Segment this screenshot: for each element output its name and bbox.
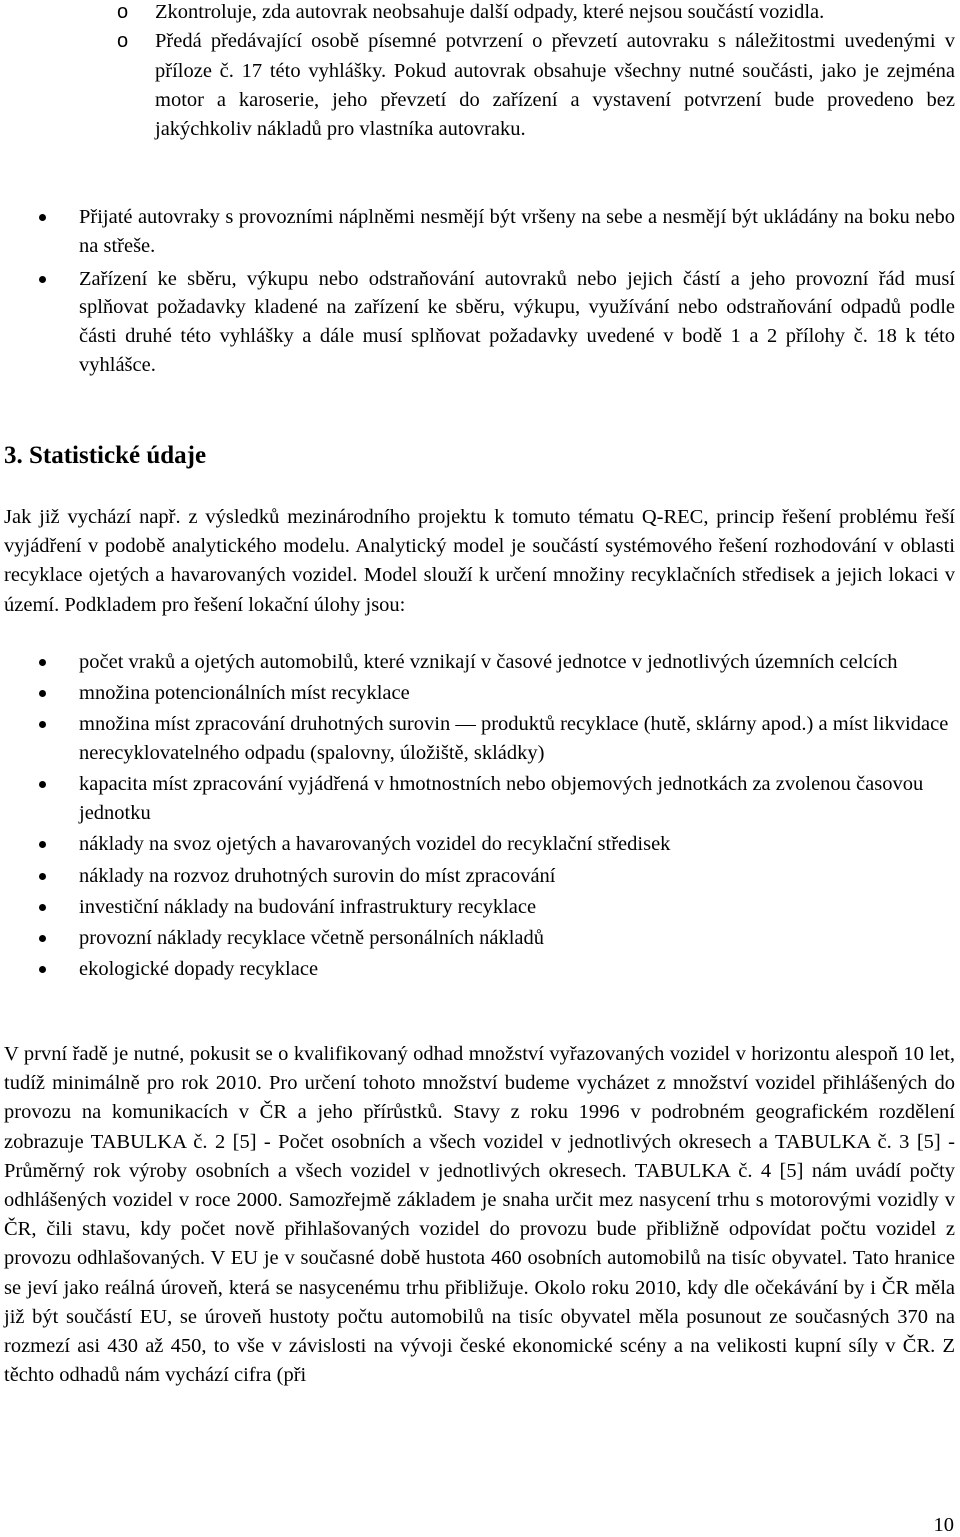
list-item-text: kapacita míst zpracování vyjádřená v hmotnostních nebo objemových jednotkách za zvolenou časovou jednotku	[79, 773, 924, 825]
circle-bullet-marker: o	[117, 30, 129, 53]
bullet-dot-icon	[39, 276, 46, 283]
circle-bullet-marker: o	[117, 1, 129, 23]
bullet-dot-icon	[39, 904, 46, 911]
list-item	[39, 862, 955, 891]
bullet-dot-icon	[39, 935, 46, 942]
list-item-text: provozní náklady recyklace včetně personálních nákladů	[79, 926, 545, 949]
list-item	[39, 679, 955, 708]
list-item	[39, 893, 955, 922]
list-item	[39, 265, 955, 380]
section-heading: 3. Statistické údaje	[4, 442, 207, 469]
list-item	[39, 955, 955, 984]
bullet-dot-icon	[39, 690, 46, 697]
list-item	[39, 924, 955, 953]
facility-rules-list	[39, 203, 955, 384]
list-item	[39, 770, 955, 828]
page-number: 10	[933, 1514, 954, 1536]
location-inputs-list	[39, 648, 955, 986]
bullet-dot-icon	[39, 781, 46, 788]
list-item	[39, 203, 955, 261]
list-item	[39, 648, 955, 677]
list-item-text: počet vraků a ojetých automobilů, které vznikají v časové jednotce v jednotlivých územních celcích	[79, 651, 898, 673]
bullet-dot-icon	[39, 966, 46, 973]
closing-paragraph: V první řadě je nutné, pokusit se o kvalifikovaný odhad množství vyřazovaných vozidel v horizontu alespoň 10 let, tudíž minimálně pro rok 2010. Pro určení tohoto množství budeme vycházet z množství vozidel přihlášených do provozu na komunikacích v ČR a jeho přírůstků. Stavy z roku 1996 v podrobném geografickém rozdělení zobrazuje TABULKA č. 2 [5] - Počet osobních a všech vozidel v jednotlivých okresech a TABULKA č. 3 [5] - Průměrný rok výroby osobních a všech vozidel v jednotlivých okresech. TABULKA č. 4 [5] nám uvádí počty odhlášených vozidel v roce 2000. Samozřejmě základem je snaha určit mez nasycení trhu s motorovými vozidly v ČR, čili stavu, kdy počet nově přihlašovaných vozidel do provozu bude přibližně odpovídat počtu vozidel z provozu odhlašovaných. V EU je v současné době hustota 460 osobních automobilů na tisíc obyvatel. Tato hranice se jeví jako reálná úroveň, která se nasycenému trhu přibližuje. Okolo roku 2010, kdy dle očekávání by i ČR měla již být součástí EU, se úroveň hustoty počtu automobilů na tisíc obyvatel měla posunout ze současných 370 na rozmezí asi 430 až 450, to vše v závislosti na vývoji české ekonomické scény a na velikosti kupní síly v ČR. Z těchto odhadů nám vychází cifra (při	[4, 1043, 955, 1387]
intro-paragraph: Jak již vychází např. z výsledků mezinárodního projektu k tomuto tématu Q-REC, princip řešení problému řeší vyjádření v podobě analytického modelu. Analytický model je součástí systémového řešení rozhodování v oblasti recyklace ojetých a havarovaných vozidel. Model slouží k určení množiny recyklačních středisek a jejich lokaci v území. Podkladem pro řešení lokační úlohy jsou:	[4, 506, 955, 616]
list-item-text: Zařízení ke sběru, výkupu nebo odstraňování autovraků nebo jejich částí a jeho provozní řád musí splňovat požadavky kladené na zařízení ke sběru, výkupu, využívání nebo odstraňování odpadů podle části druhé této vyhlášky a dále musí splňovat požadavky uvedené v bodě 1 a 2 přílohy č. 18 k této vyhlášce.	[79, 267, 955, 376]
list-item-text: Zkontroluje, zda autovrak neobsahuje další odpady, které nejsou součástí vozidla.	[155, 1, 825, 23]
bullet-dot-icon	[39, 721, 46, 728]
list-item-text: Předá předávající osobě písemné potvrzení o převzetí autovraku s náležitostmi uvedenými v příloze č. 17 této vyhlášky. Pokud autovrak obsahuje všechny nutné součásti, jako je zejména motor a karoserie, jeho převzetí do zařízení a vystavení potvrzení bude provedeno bez jakýchkoliv nákladů pro vlastníka autovraku.	[155, 30, 955, 141]
bullet-dot-icon	[39, 659, 46, 666]
list-item	[39, 710, 955, 768]
bullet-dot-icon	[39, 214, 46, 221]
list-item	[39, 830, 955, 859]
bullet-dot-icon	[39, 873, 46, 880]
requirements-sublist	[117, 0, 955, 144]
list-item	[117, 0, 955, 27]
list-item-text: množina míst zpracování druhotných surovin — produktů recyklace (hutě, sklárny apod.) a míst likvidace nerecyklovatelného odpadu (spalovny, úložiště, skládky)	[79, 713, 949, 765]
list-item-text: náklady na rozvoz druhotných surovin do míst zpracování	[79, 864, 556, 887]
bullet-dot-icon	[39, 841, 46, 848]
list-item	[117, 27, 955, 144]
list-item-text: Přijaté autovraky s provozními náplněmi nesmějí být vršeny na sebe a nesmějí být ukládány na boku nebo na střeše.	[79, 206, 955, 257]
list-item-text: náklady na svoz ojetých a havarovaných vozidel do recyklační středisek	[79, 833, 671, 856]
list-item-text: množina potencionálních míst recyklace	[79, 682, 410, 705]
list-item-text: ekologické dopady recyklace	[79, 958, 319, 981]
list-item-text: investiční náklady na budování infrastruktury recyklace	[79, 895, 537, 918]
